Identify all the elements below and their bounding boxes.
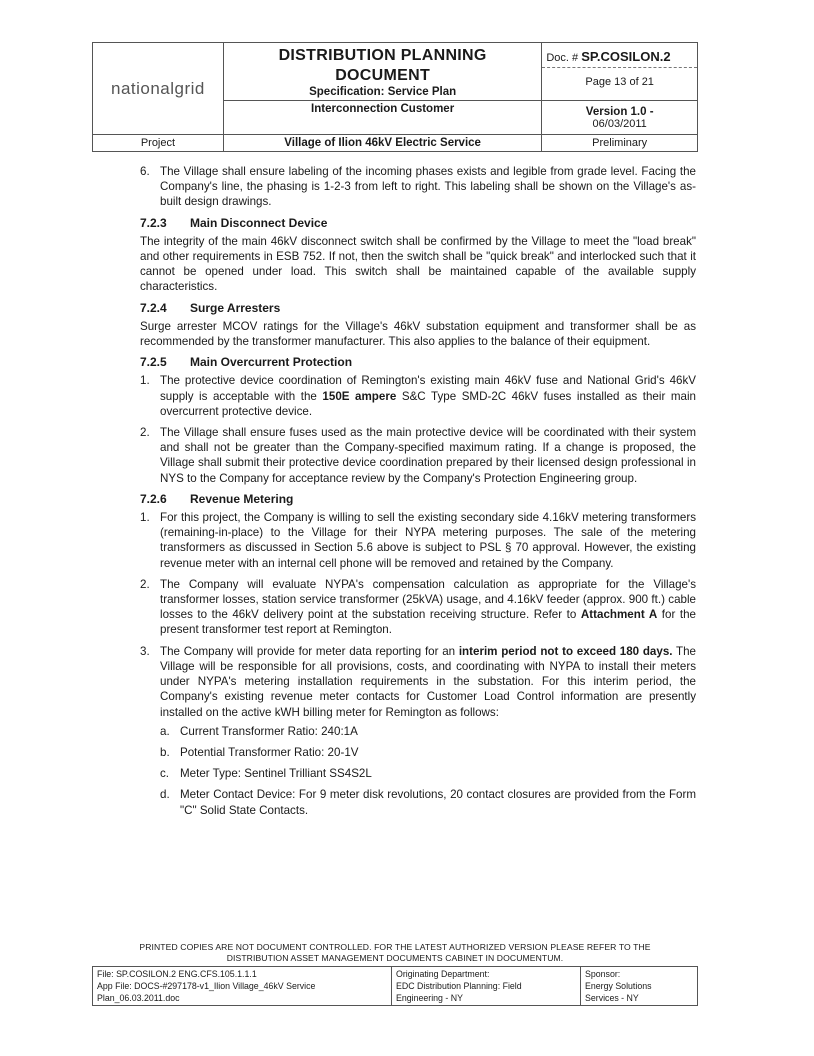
section-heading-7-2-3 (140, 216, 696, 231)
list-text: The Company will evaluate NYPA's compensation calculation as appropriate for the Village's transformer losses, station service transformer (25kVA) usage, and 4.16kV feeder (approx. 900 ft.) cable losses to the 46kV delivery point at the substation receiving structure. Refer to (160, 577, 696, 622)
document-title-line2: DOCUMENT (335, 66, 431, 84)
list-item-metering-1 (140, 510, 696, 571)
section-title: Surge Arresters (190, 300, 281, 315)
list-text: For this project, the Company is willing to sell the existing secondary side 4.16kV metering transformers (remaining-in-place) to the Village for their NYPA metering purposes. The sale of the metering transformers as discussed in Section 5.6 above is subject to PSL § 70 approval. However, the existing revenue meter with an internal cell phone will be removed and retained by the Company. (160, 511, 696, 570)
section-number: 7.2.6 (140, 491, 167, 506)
section-title: Main Overcurrent Protection (190, 355, 353, 370)
attachment-reference: Attachment A (580, 608, 658, 622)
sponsor-label: Sponsor: (585, 969, 621, 979)
section-number: 7.2.3 (140, 215, 167, 230)
title-cell (223, 43, 541, 101)
status-label: Preliminary (542, 135, 698, 152)
section-number: 7.2.4 (140, 300, 167, 315)
document-body (140, 164, 696, 824)
document-title-line1: DISTRIBUTION PLANNING (278, 46, 487, 64)
doc-number-value: SP.COSILON.2 (581, 48, 671, 64)
file-info: App File: DOCS-#297178-v1_Ilion Village_46kV Service (97, 981, 316, 991)
section-title: Main Disconnect Device (190, 215, 328, 230)
department-label: Originating Department: (396, 969, 490, 979)
list-number: 1. (140, 374, 150, 388)
list-number: 6. (140, 165, 150, 178)
paragraph-main-disconnect: The integrity of the main 46kV disconnect switch shall be confirmed by the Village to meet the "load break" and other requirements in ESB 752. If not, then the switch shall be "quick break" and interlocked such that it cannot be opened under load. This switch shall be maintained capable of the available supply characteristics. (140, 234, 696, 294)
file-info: Plan_06.03.2011.doc (97, 993, 180, 1003)
list-text: Meter Contact Device: For 9 meter disk revolutions, 20 contact closures are provided from the Form "C" Solid State Contacts. (180, 788, 696, 817)
list-item-metering-3 (140, 644, 696, 818)
doc-number-label: Doc. # (546, 51, 579, 64)
meter-detail-item (160, 766, 696, 781)
list-number: 2. (140, 577, 150, 591)
list-item-overcurrent-2 (140, 425, 696, 486)
meter-detail-item (160, 745, 696, 760)
section-heading-7-2-5 (140, 355, 696, 370)
project-name: Village of Ilion 46kV Electric Service (223, 135, 541, 152)
list-text: The Company will provide for meter data reporting for an (160, 644, 459, 658)
list-number: 3. (140, 644, 150, 658)
list-number: 2. (140, 426, 150, 440)
version-cell (542, 101, 698, 135)
list-number: 1. (140, 511, 150, 525)
section-number: 7.2.5 (140, 355, 167, 370)
version-label: Version 1.0 - (585, 105, 654, 118)
list-text: for the present transformer test report at Remington. (160, 608, 696, 637)
list-text: The Village shall ensure fuses used as the main protective device will be coordinated with their system and shall not be greater than the Company-specified maximum rating. If a change is proposed, the Village shall submit their protective device coordination prepared by their licensed design professional in NYS to the Company for acceptance review by the Company's Protection Engineering group. (160, 426, 696, 485)
list-item-overcurrent-1 (140, 373, 696, 419)
logo-cell (93, 43, 224, 135)
section-heading-7-2-6 (140, 492, 696, 507)
page-number: Page 13 of 21 (585, 75, 654, 88)
doc-number (542, 46, 697, 68)
sponsor-value: Services - NY (585, 993, 639, 1003)
interim-period: interim period not to exceed 180 days. (458, 644, 673, 658)
section-heading-7-2-4 (140, 301, 696, 316)
version-date: 06/03/2011 (592, 117, 647, 130)
notice-line: DISTRIBUTION ASSET MANAGEMENT DOCUMENTS CABINET IN DOCUMENTUM. (226, 953, 564, 963)
meter-detail-item (160, 724, 696, 739)
list-item-6 (140, 164, 696, 210)
list-letter: d. (160, 788, 170, 802)
file-info: File: SP.COSILON.2 ENG.CFS.105.1.1.1 (97, 969, 257, 979)
list-text: The Village will be responsible for all provisions, costs, and coordinating with NYPA to install their meters under NYPA's metering installation requirements in the substation. For this interim period, the Company's existing revenue meter contacts for Customer Load Control information are presently installed on the active kWH billing meter for Remington as follows: (160, 644, 696, 719)
department-value: Engineering - NY (396, 993, 463, 1003)
list-text: S&C Type SMD-2C 46kV fuses installed as their main overcurrent protective device. (160, 389, 696, 418)
list-letter: b. (160, 745, 170, 759)
document-header (92, 42, 698, 152)
document-footer (92, 966, 698, 1006)
doc-info-cell (542, 43, 698, 101)
sponsor-cell (581, 967, 698, 1006)
section-title: Revenue Metering (190, 491, 294, 506)
list-text: Meter Type: Sentinel Trilliant SS4S2L (180, 767, 372, 781)
fuse-rating: 150E ampere (322, 389, 397, 403)
department-cell (392, 967, 581, 1006)
list-text: Potential Transformer Ratio: 20-1V (180, 745, 359, 759)
department-value: EDC Distribution Planning: Field (396, 981, 522, 991)
list-text: The Village shall ensure labeling of the incoming phases exists and legible from grade level. Facing the Company's line, the phasing is 1-2-3 from left to right. This labeling shall be shown on the Village's as-built design drawings. (160, 165, 696, 209)
file-cell (93, 967, 392, 1006)
meter-details-list (160, 724, 696, 818)
customer-cell: Interconnection Customer (223, 101, 541, 135)
list-text: The protective device coordination of Remington's existing main 46kV fuse and National Grid's 46kV supply is acceptable with the (160, 374, 696, 403)
list-text: Current Transformer Ratio: 240:1A (180, 724, 358, 738)
list-item-metering-2 (140, 577, 696, 638)
company-logo: nationalgrid (110, 78, 205, 98)
project-label: Project (93, 135, 224, 152)
paragraph-surge-arresters: Surge arrester MCOV ratings for the Village's 46kV substation equipment and transformer shall be as recommended by the transformer manufacturer. This also applies to the balance of their equipment. (140, 319, 696, 349)
notice-line: PRINTED COPIES ARE NOT DOCUMENT CONTROLLED. FOR THE LATEST AUTHORIZED VERSION PLEASE REFER TO THE (139, 942, 651, 952)
list-letter: c. (160, 767, 170, 781)
meter-detail-item (160, 787, 696, 817)
list-letter: a. (160, 724, 170, 738)
document-control-notice (92, 942, 698, 964)
document-subtitle: Specification: Service Plan (309, 85, 457, 98)
sponsor-value: Energy Solutions (585, 981, 652, 991)
